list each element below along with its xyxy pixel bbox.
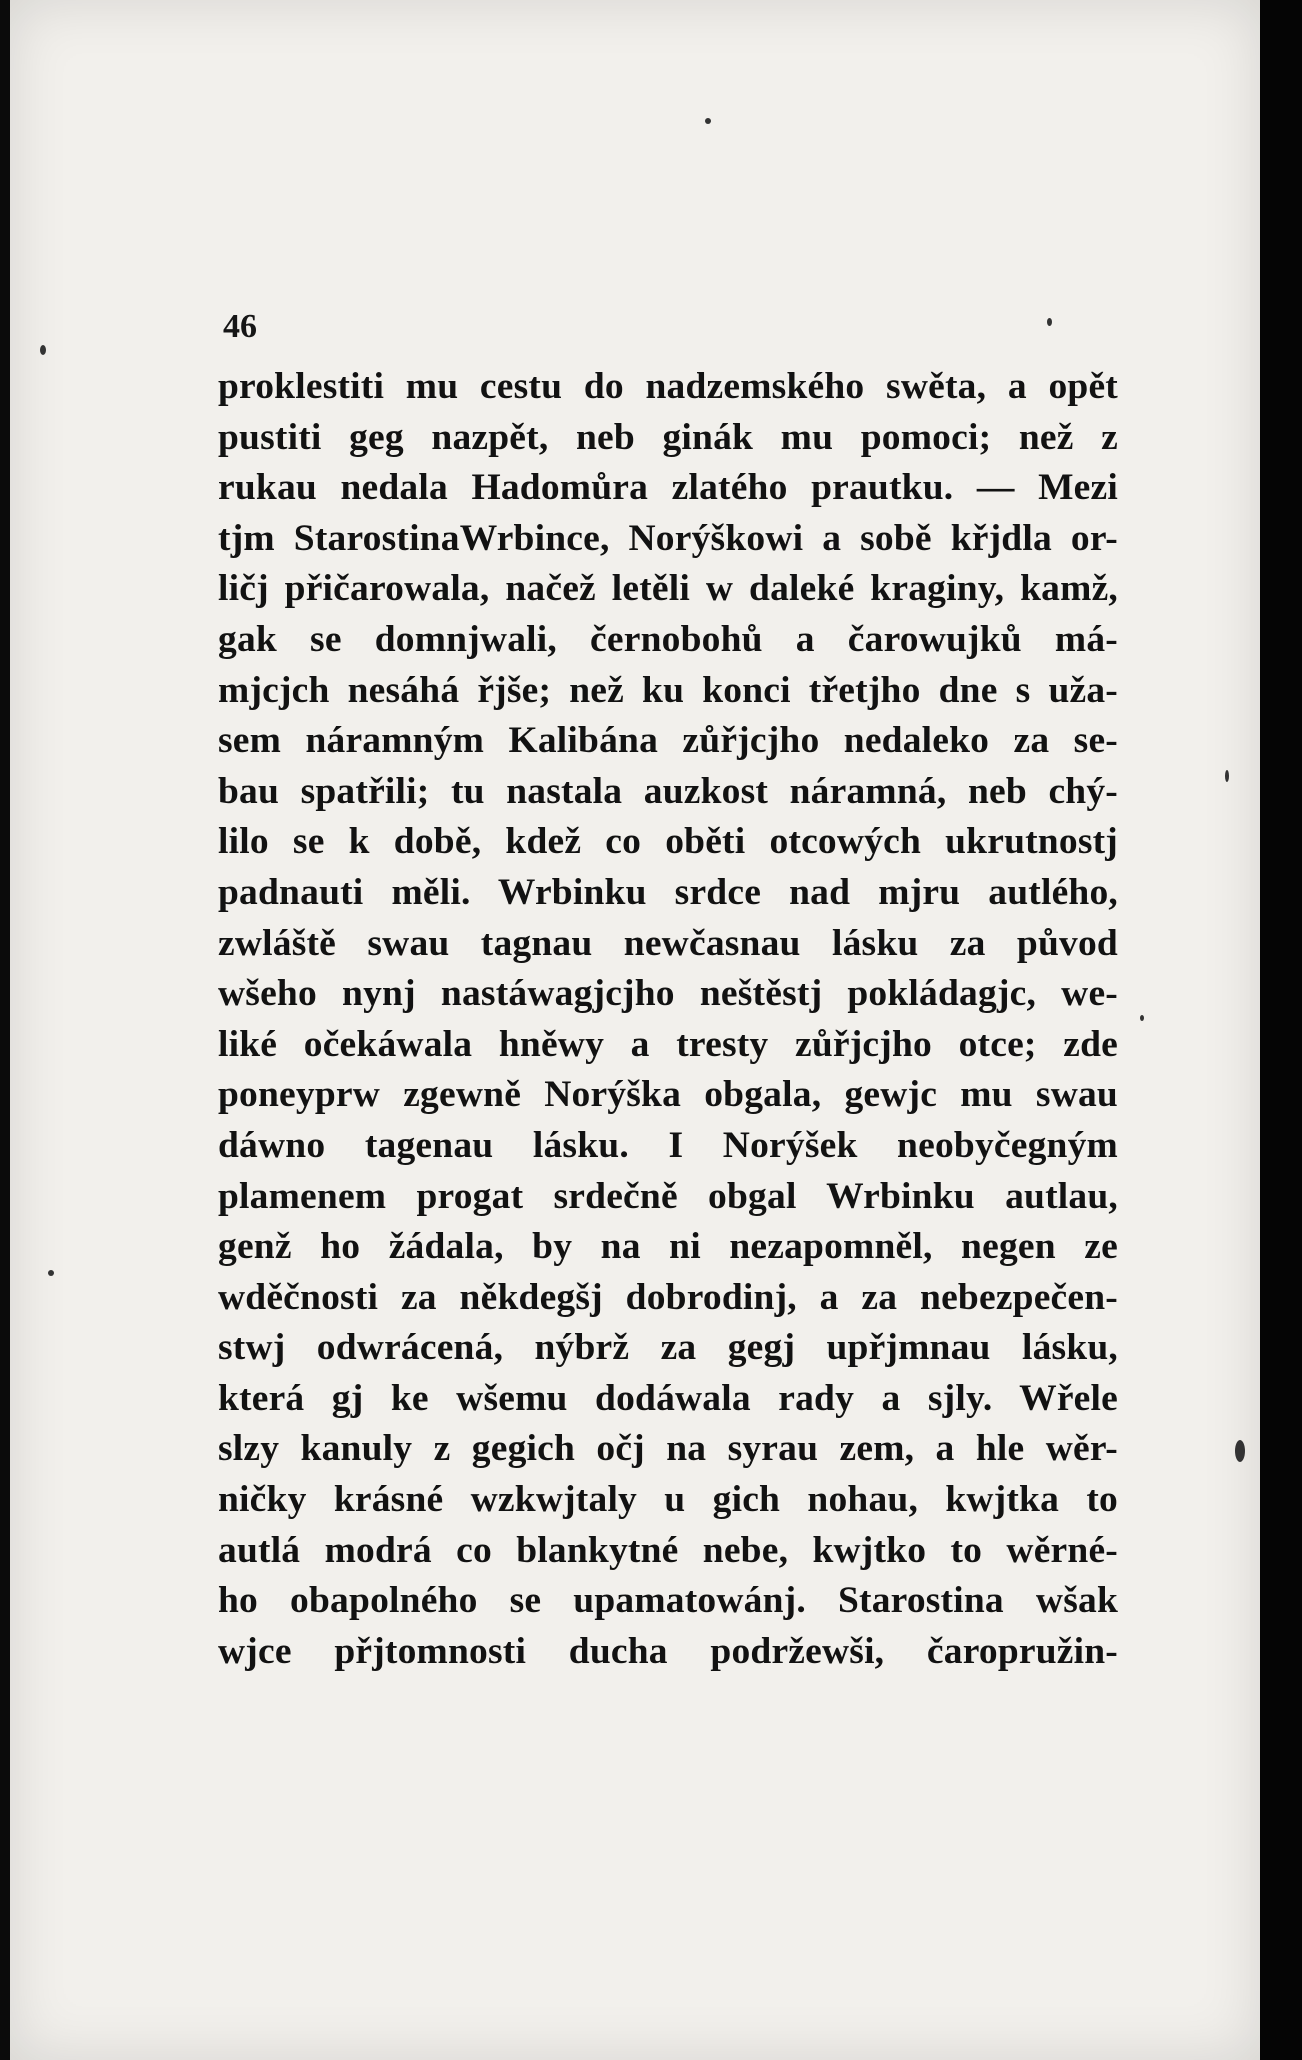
text-line: zwláště swau tagnau newčasnau lásku za původ bbox=[218, 922, 1118, 964]
scan-border bbox=[1260, 0, 1302, 2060]
text-line: dáwno tagenau lásku. I Norýšek neobyčegným bbox=[218, 1124, 1118, 1166]
text-line: autlá modrá co blankytné nebe, kwjtko to wěrné- bbox=[218, 1529, 1118, 1571]
text-line: pustiti geg nazpět, neb ginák mu pomoci; než z bbox=[218, 416, 1118, 458]
text-line: liké očekáwala hněwy a tresty zůřjcjho otce; zde bbox=[218, 1023, 1118, 1065]
text-line: mjcjch nesáhá řjše; než ku konci třetjho dne s uža- bbox=[218, 669, 1118, 711]
text-line: ho obapolného se upamatowánj. Starostina wšak bbox=[218, 1580, 1118, 1622]
text-line: rukau nedala Hadomůra zlatého prautku. — Mezi bbox=[218, 467, 1118, 509]
text-line: ničky krásné wzkwjtaly u gich nohau, kwjtka to bbox=[218, 1479, 1118, 1521]
text-line: wděčnosti za někdegšj dobrodinj, a za nebezpečen- bbox=[218, 1276, 1118, 1318]
text-line: bau spatřili; tu nastala auzkost náramná, neb chý- bbox=[218, 770, 1118, 812]
text-line: sem náramným Kalibána zůřjcjho nedaleko za se- bbox=[218, 720, 1118, 762]
ink-speck bbox=[48, 1270, 54, 1276]
page-number: 46 bbox=[223, 308, 257, 345]
text-line: lilo se k době, kdež co oběti otcowých ukrutnostj bbox=[218, 821, 1118, 863]
ink-speck bbox=[705, 118, 711, 124]
text-line: tjm StarostinaWrbince, Norýškowi a sobě křjdla or- bbox=[218, 517, 1118, 559]
text-line: gak se domnjwali, černobohů a čarowujků má- bbox=[218, 618, 1118, 660]
text-line: wjce přjtomnosti ducha podržewši, čaropružin- bbox=[218, 1630, 1118, 1672]
ink-speck bbox=[1225, 770, 1229, 782]
ink-speck bbox=[1235, 1440, 1245, 1462]
text-line: která gj ke wšemu dodáwala rady a sjly. Wřele bbox=[218, 1377, 1118, 1419]
text-line: ličj přičarowala, načež letěli w daleké kraginy, kamž, bbox=[218, 568, 1118, 610]
ink-speck bbox=[40, 345, 46, 355]
text-line: stwj odwrácená, nýbrž za gegj upřjmnau lásku, bbox=[218, 1327, 1118, 1369]
ink-speck bbox=[1047, 318, 1052, 326]
ink-speck bbox=[1140, 1015, 1144, 1021]
text-line: padnauti měli. Wrbinku srdce nad mjru autlého, bbox=[218, 871, 1118, 913]
text-line: wšeho nynj nastáwagjcjho neštěstj pokládagjc, we- bbox=[218, 973, 1118, 1015]
body-text bbox=[218, 362, 1118, 1677]
text-line: plamenem progat srdečně obgal Wrbinku autlau, bbox=[218, 1175, 1118, 1217]
text-line: genž ho žádala, by na ni nezapomněl, negen ze bbox=[218, 1226, 1118, 1268]
text-line: slzy kanuly z gegich očj na syrau zem, a hle wěr- bbox=[218, 1428, 1118, 1470]
text-line: poneyprw zgewně Norýška obgala, gewjc mu swau bbox=[218, 1074, 1118, 1116]
text-line: proklestiti mu cestu do nadzemského swěta, a opět bbox=[218, 366, 1118, 407]
book-page bbox=[10, 0, 1260, 2060]
